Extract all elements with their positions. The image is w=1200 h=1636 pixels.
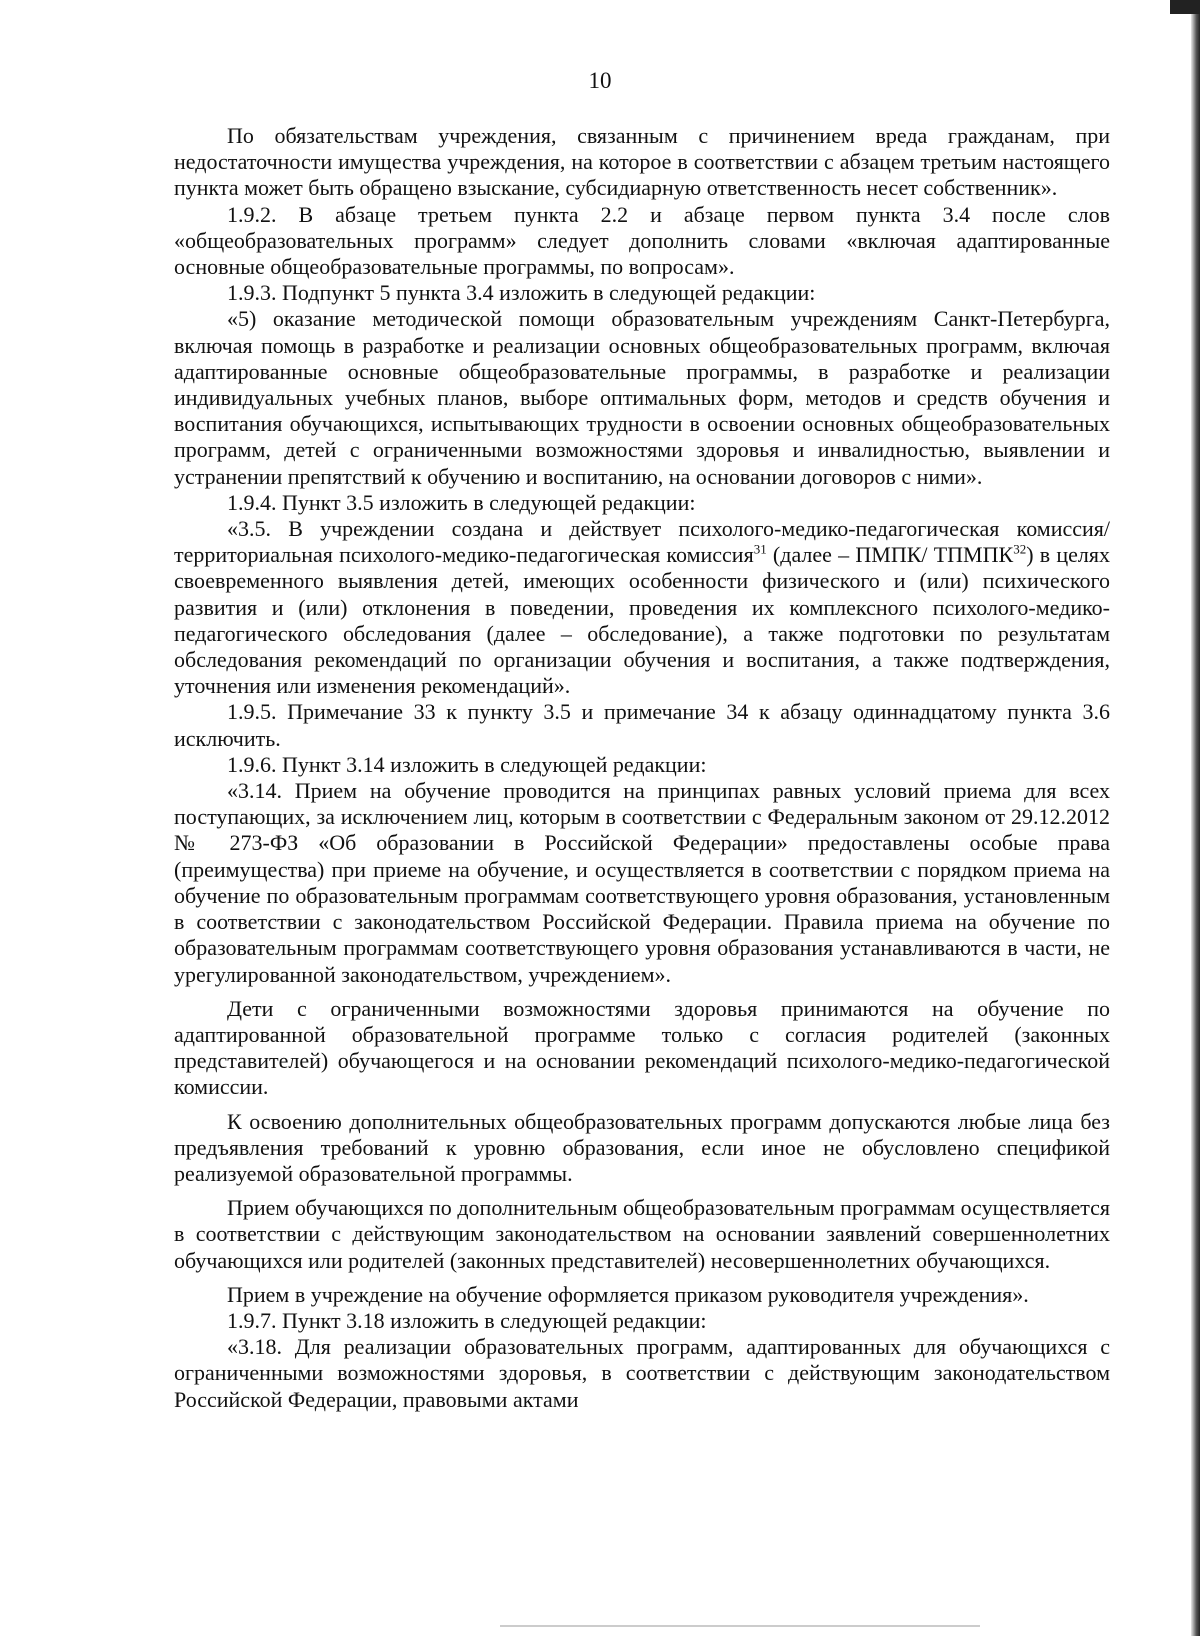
paragraph-1-9-2: 1.9.2. В абзаце третьем пункта 2.2 и абзаце первом пункта 3.4 после слов «общеобразовательных программ» следует дополнить словами «включая адаптированные основные общеобразовательные программы, по вопросам». bbox=[174, 201, 1110, 280]
paragraph-1-9-7: 1.9.7. Пункт 3.18 изложить в следующей редакции: bbox=[227, 1307, 707, 1333]
paragraph-point-3-18: «3.18. Для реализации образовательных программ, адаптированных для обучающихся с ограниченными возможностями здоровья, в соответствии с действующим законодательством Российской Федерации, правовыми актами bbox=[174, 1334, 1110, 1412]
paragraph-liability: По обязательствам учреждения, связанным с причинением вреда гражданам, при недостаточности имущества учреждения, на которое в соответствии с абзацем третьим настоящего пункта может быть обращено взыскание, субсидиарную ответственность несет собственник». bbox=[174, 123, 1110, 201]
paragraph-disabled-children: Дети с ограниченными возможностями здоровья принимаются на обучение по адаптированной образовательной программе только с согласия родителей (законных представителей) обучающегося и на основании рекомендаций психолого-медико-педагогической комиссии. bbox=[174, 995, 1110, 1100]
paragraph-1-9-3: 1.9.3. Подпункт 5 пункта 3.4 изложить в следующей редакции: bbox=[227, 280, 816, 306]
paragraph-additional-programs: К освоению дополнительных общеобразовательных программ допускаются любые лица без предъявления требований к уровню образования, если иное не обусловлено спецификой реализуемой образовательной программы. bbox=[174, 1108, 1110, 1186]
paragraph-point-3-14: «3.14. Прием на обучение проводится на принципах равных условий приема для всех поступающих, за исключением лиц, которым в соответствии с Федеральным законом от 29.12.2012 № 273-ФЗ «Об образовании в Российской Федерации» предоставлены особые права (преимущества) при приеме на обучение, и осуществляется в соответствии с порядком приема на обучение по образовательным программам соответствующего уровня образования, установленным в соответствии с законодательством Российской Федерации. Правила приема на обучение по образовательным программам соответствующего уровня образования устанавливаются в части, не урегулированной законодательством, учреждением». bbox=[174, 778, 1110, 987]
scan-artifact-line bbox=[500, 1625, 980, 1627]
paragraph-admission-order: Прием в учреждение на обучение оформляется приказом руководителя учреждения». bbox=[227, 1281, 1029, 1307]
scan-corner-mark bbox=[1170, 0, 1200, 14]
footnote-ref-32: 32 bbox=[1013, 541, 1027, 557]
footnote-ref-31: 31 bbox=[753, 541, 767, 557]
paragraph-1-9-5: 1.9.5. Примечание 33 к пункту 3.5 и примечание 34 к абзацу одиннадцатому пункта 3.6 исключить. bbox=[174, 699, 1110, 751]
paragraph-admission-statements: Прием обучающихся по дополнительным общеобразовательным программам осуществляется в соответствии с действующим законодательством на основании заявлений совершеннолетних обучающихся или родителей (законных представителей) несовершеннолетних обучающихся. bbox=[174, 1195, 1110, 1273]
paragraph-point-3-5 bbox=[174, 516, 1110, 699]
scan-edge-shadow bbox=[1191, 0, 1200, 1636]
document-body bbox=[174, 123, 1110, 1413]
paragraph-1-9-4: 1.9.4. Пункт 3.5 изложить в следующей редакции: bbox=[227, 489, 696, 515]
paragraph-subpoint-5: «5) оказание методической помощи образовательным учреждениям Санкт-Петербурга, включая помощь в разработке и реализации основных общеобразовательных программ, включая адаптированные основные общеобразовательные программы, в разработке и реализации индивидуальных учебных планов, выборе оптимальных форм, методов и средств обучения и воспитания обучающихся, испытывающих трудности в освоении основных общеобразовательных программ, детей с ограниченными возможностями здоровья и инвалидностью, выявлении и устранении препятствий к обучению и воспитанию, на основании договоров с ними». bbox=[174, 306, 1110, 489]
text-3-5-part2: (далее – ПМПК/ ТПМПК bbox=[766, 542, 1014, 568]
page-number: 10 bbox=[588, 68, 612, 93]
paragraph-1-9-6: 1.9.6. Пункт 3.14 изложить в следующей редакции: bbox=[227, 751, 707, 777]
text-3-5-part1: «3.5. В учреждении создана и действует психолого-медико-педагогическая комиссия/территориальная психолого-медико-педагогическая комиссия bbox=[174, 516, 1110, 568]
text-3-5-part3: ) в целях своевременного выявления детей, имеющих особенности физического и (или) психического развития и (или) отклонения в поведении, проведения их комплексного психолого-медико-педагогического обследования (далее – обследование), а также подготовки по результатам обследования рекомендаций по организации обучения и воспитания, а также подтверждения, уточнения или изменения рекомендаций». bbox=[174, 542, 1110, 699]
